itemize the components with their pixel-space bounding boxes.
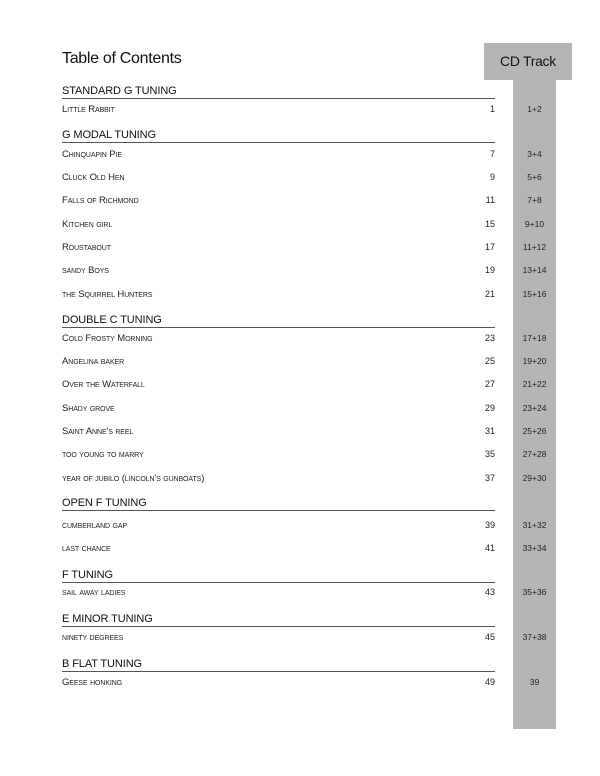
section-heading-label: B FLAT TUNING [62, 658, 142, 670]
entry-title: cumberland gap [62, 520, 128, 531]
entry-page-number: 39 [484, 520, 495, 530]
entry-cd-track: 7+8 [527, 195, 542, 205]
entry-title: Roustabout [62, 242, 111, 253]
section-heading [62, 494, 495, 511]
toc-entry[interactable] [62, 379, 557, 393]
section-heading-label: DOUBLE C TUNING [62, 314, 162, 326]
toc-entry[interactable] [62, 403, 557, 417]
entry-page-number: 25 [484, 356, 495, 366]
entry-cd-track: 15+16 [522, 289, 547, 299]
entry-cd-track: 11+12 [522, 242, 547, 252]
entry-title: sail away ladies [62, 587, 126, 598]
entry-title: Saint Anne's reel [62, 426, 134, 437]
entry-cd-track: 9+10 [524, 219, 545, 229]
entry-title: Geese honking [62, 677, 123, 688]
entry-title: ninety degrees [62, 632, 124, 643]
entry-cd-track: 25+26 [522, 426, 547, 436]
toc-entry[interactable] [62, 242, 557, 256]
toc-entry[interactable] [62, 449, 557, 463]
entry-cd-track: 13+14 [522, 265, 547, 275]
cd-track-header-label: CD Track [500, 53, 556, 69]
toc-entry[interactable] [62, 289, 557, 303]
toc-entry[interactable] [62, 195, 557, 209]
toc-entry[interactable] [62, 520, 557, 534]
entry-title: the Squirrel Hunters [62, 289, 153, 300]
toc-entry[interactable] [62, 632, 557, 646]
entry-title: Chinquapin Pie [62, 149, 122, 160]
section-heading [62, 126, 495, 143]
toc-entry[interactable] [62, 104, 557, 118]
entry-title: Over the Waterfall [62, 379, 145, 390]
entry-page-number: 11 [485, 195, 495, 205]
entry-page-number: 41 [484, 543, 495, 553]
entry-page-number: 7 [489, 149, 495, 159]
entry-cd-track: 3+4 [527, 149, 542, 159]
entry-title: Cluck Old Hen [62, 172, 125, 183]
section-heading [62, 566, 495, 583]
section-heading-label: STANDARD G TUNING [62, 85, 177, 97]
page-title: Table of Contents [62, 50, 182, 67]
entry-cd-track: 39 [529, 677, 540, 687]
entry-page-number: 35 [484, 449, 495, 459]
entry-title: Falls of Richmond [62, 195, 139, 206]
toc-entry[interactable] [62, 677, 557, 691]
entry-title: Kitchen girl [62, 219, 113, 230]
entry-page-number: 29 [484, 403, 495, 413]
section-heading-label: OPEN F TUNING [62, 497, 147, 509]
entry-cd-track: 1+2 [527, 104, 542, 114]
entry-page-number: 43 [484, 587, 495, 597]
entry-cd-track: 29+30 [522, 473, 547, 483]
entry-cd-track: 17+18 [522, 333, 547, 343]
entry-page-number: 37 [484, 473, 495, 483]
entry-page-number: 9 [489, 172, 495, 182]
entry-page-number: 1 [489, 104, 495, 114]
entry-page-number: 45 [484, 632, 495, 642]
toc-entry[interactable] [62, 473, 557, 487]
entry-page-number: 27 [484, 379, 495, 389]
toc-entry[interactable] [62, 543, 557, 557]
entry-title: Angelina baker [62, 356, 125, 367]
entry-page-number: 19 [484, 265, 495, 275]
toc-entry[interactable] [62, 426, 557, 440]
entry-title: too young to marry [62, 449, 144, 460]
entry-title: Shady grove [62, 403, 115, 414]
entry-page-number: 49 [484, 677, 495, 687]
entry-cd-track: 19+20 [522, 356, 547, 366]
entry-page-number: 23 [484, 333, 495, 343]
toc-entry[interactable] [62, 587, 557, 601]
entry-cd-track: 33+34 [522, 543, 547, 553]
entry-page-number: 31 [484, 426, 495, 436]
section-heading-label: G MODAL TUNING [62, 129, 156, 141]
entry-cd-track: 31+32 [522, 520, 547, 530]
entry-cd-track: 37+38 [522, 632, 547, 642]
entry-cd-track: 21+22 [522, 379, 547, 389]
entry-page-number: 15 [484, 219, 495, 229]
entry-cd-track: 23+24 [522, 403, 547, 413]
entry-cd-track: 5+6 [527, 172, 542, 182]
cd-track-header [484, 43, 572, 80]
section-heading [62, 82, 495, 99]
section-heading [62, 610, 495, 627]
entry-cd-track: 27+28 [522, 449, 547, 459]
entry-title: sandy Boys [62, 265, 109, 276]
entry-title: last chance [62, 543, 111, 554]
toc-entry[interactable] [62, 172, 557, 186]
entry-title: Cold Frosty Morning [62, 333, 153, 344]
toc-entry[interactable] [62, 149, 557, 163]
section-heading [62, 655, 495, 672]
entry-page-number: 17 [484, 242, 495, 252]
section-heading-label: E MINOR TUNING [62, 613, 153, 625]
entry-page-number: 21 [484, 289, 495, 299]
entry-title: year of jubilo (lincoln's gunboats) [62, 473, 205, 484]
section-heading-label: F TUNING [62, 569, 113, 581]
toc-entry[interactable] [62, 219, 557, 233]
section-heading [62, 311, 495, 328]
entry-title: Little Rabbit [62, 104, 115, 115]
toc-entry[interactable] [62, 265, 557, 279]
entry-cd-track: 35+36 [522, 587, 547, 597]
toc-entry[interactable] [62, 356, 557, 370]
toc-entry[interactable] [62, 333, 557, 347]
